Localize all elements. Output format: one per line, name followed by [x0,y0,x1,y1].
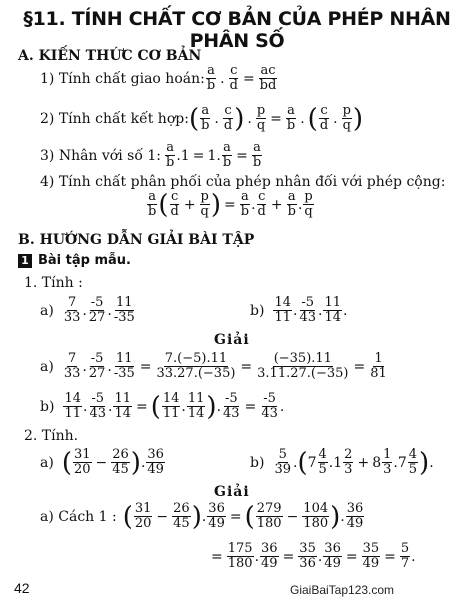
solution-2a-method-1-continued [208,542,416,571]
numerator: c [224,103,232,118]
numerator: (−35).11 [273,351,332,366]
denominator: 33 [63,366,81,381]
denominator: 11 [274,310,291,325]
numerator: 11 [324,295,341,310]
fraction [206,64,216,93]
denominator: 27 [88,366,106,381]
fraction [257,190,267,219]
numerator: a [287,189,296,204]
math-text: . [82,302,87,319]
math-text: . [317,302,323,319]
fraction [222,141,232,170]
exercise-2-heading: 2. Tính. [24,428,79,444]
math-text: . [393,454,398,471]
parenthesis: ) [130,447,141,478]
denominator: bd [259,78,277,93]
numerator: a [241,189,249,204]
math-text: . [107,358,112,375]
page-title: §11. TÍNH CHẤT CƠ BẢN CỦA PHÉP NHÂN PHÂN SỐ [23,8,451,52]
exercise-1b [250,296,347,325]
fraction [172,502,191,531]
parenthesis: ( [150,391,161,422]
fraction [273,448,292,477]
math-text: . [216,147,221,164]
denominator: b [222,155,232,170]
operator: − [95,454,108,471]
numerator: -5 [90,295,104,310]
solution-1b [40,392,284,421]
operator: = [242,70,255,87]
math-text: . [342,302,348,319]
fraction [400,542,410,571]
denominator: 43 [261,406,278,421]
parenthesis: ( [244,501,255,532]
fraction [259,64,278,93]
fraction [346,502,365,531]
denominator: 20 [134,516,152,531]
operator: . [300,110,305,127]
fraction [162,392,181,421]
operator: = [135,398,148,415]
solution-1a [40,352,389,381]
fraction [88,352,107,381]
math-text: a) [40,302,54,319]
operator: = [240,358,253,375]
fraction [273,296,292,325]
math-text: . [107,302,112,319]
fraction [323,542,342,571]
numerator: 36 [147,447,164,462]
denominator: 3 [344,462,353,477]
section-b-heading: B. HƯỚNG DẪN GIẢI BÀI TẬP [18,232,255,248]
denominator: 49 [362,556,380,571]
numerator: 11 [114,391,131,406]
denominator: q [256,118,266,133]
math-text: . [254,548,260,565]
fraction [146,448,165,477]
exercise-1-heading: 1. Tính : [24,275,83,291]
parenthesis: ) [210,189,222,220]
numerator: a [201,103,210,118]
fraction [222,392,241,421]
denominator: 45 [112,462,129,477]
operator: − [286,508,299,525]
numerator: 1 [383,447,392,462]
denominator: 7 [400,556,410,571]
numerator: 279 [256,501,282,516]
denominator: 43 [223,406,240,421]
math-text: 7 [397,454,407,471]
fraction [134,502,153,531]
fraction [187,392,206,421]
operator: + [183,196,196,213]
denominator: b [287,204,296,219]
exercise-box-label: Bài tập mẫu. [38,253,131,268]
fraction [113,392,132,421]
denominator: b [240,204,250,219]
denominator: q [200,204,209,219]
denominator: 36 [299,556,316,571]
math-text: b) [250,454,265,471]
numerator: -5 [91,391,105,406]
fraction [88,296,107,325]
math-text: . [317,548,323,565]
numerator: 11 [116,351,133,366]
denominator: 3 [383,462,392,477]
math-text: . [279,398,285,415]
fraction [111,448,130,477]
denominator: 49 [147,462,164,477]
denominator: -35 [113,310,135,325]
fraction [382,448,392,477]
numerator: 4 [318,447,327,462]
numerator: 35 [299,541,316,556]
numerator: 2 [344,447,353,462]
fraction [165,141,175,170]
denominator: 49 [346,516,364,531]
numerator: 26 [173,501,190,516]
math-text: . [292,302,298,319]
denominator: 180 [303,516,329,531]
numerator: 5 [278,447,287,462]
math-text: . [216,398,222,415]
denominator: 3.11.27.(−35) [257,366,349,381]
math-text: . [340,508,345,525]
parenthesis: ( [61,447,72,478]
math-text: . [82,398,88,415]
numerator: c [171,189,179,204]
numerator: -5 [301,295,315,310]
numerator: 36 [208,501,225,516]
denominator: b [286,118,296,133]
operator: . [333,110,338,127]
fraction [63,352,82,381]
parenthesis: ) [191,501,202,532]
fraction [318,448,328,477]
numerator: 104 [303,501,329,516]
fraction [63,392,82,421]
numerator: 36 [346,501,364,516]
fraction [343,448,353,477]
numerator: 1 [374,351,383,366]
denominator: -35 [113,366,135,381]
numerator: c [320,103,328,118]
numerator: a [223,140,231,155]
fraction [200,104,210,133]
exercise-box-heading [18,253,131,268]
parenthesis: ) [330,501,341,532]
fraction [342,104,352,133]
fraction [369,352,388,381]
denominator: 39 [274,462,291,477]
denominator: 49 [324,556,341,571]
denominator: 11 [64,406,81,421]
fraction [200,190,210,219]
numerator: p [304,189,313,204]
solution-2a-method-1 [40,502,365,531]
operator: = [270,110,282,127]
fraction [298,542,317,571]
solution-heading: Giải [214,332,250,348]
numerator: a [166,140,175,155]
math-text: a) [40,454,54,471]
fraction [260,542,279,571]
fraction [113,296,136,325]
math-text: . [181,398,186,415]
numerator: 7 [67,351,77,366]
section-a-heading: A. KIẾN THỨC CƠ BẢN [18,48,202,64]
denominator: 14 [114,406,131,421]
operator: = [282,548,295,565]
operator: . [214,110,219,127]
operator: = [384,548,396,565]
denominator: b [166,155,175,170]
fraction [223,104,233,133]
math-text: . [292,454,298,471]
numerator: 7 [67,295,77,310]
page-number: 42 [14,580,30,596]
operator: + [357,454,370,471]
denominator: 180 [256,516,282,531]
denominator: b [201,118,210,133]
denominator: 27 [88,310,106,325]
exercise-1a [40,296,137,325]
fraction [303,190,313,219]
denominator: d [223,118,233,133]
math-text: . [201,508,207,525]
fraction [286,104,296,133]
denominator: 81 [370,366,387,381]
fraction [207,502,226,531]
numerator: 14 [162,391,180,406]
denominator: 5 [408,462,418,477]
numerator: 31 [73,447,91,462]
math-text: . [82,358,87,375]
numerator: -5 [90,351,104,366]
fraction [88,392,107,421]
numerator: 175 [227,541,253,556]
numerator: a [207,63,215,78]
denominator: 45 [173,516,190,531]
operator: = [345,548,358,565]
property-commutative [40,64,278,93]
denominator: 49 [208,516,225,531]
math-text: . [176,147,181,164]
fraction [113,352,136,381]
numerator: 7.(−5).11 [164,351,228,366]
property-label: 2) Tính chất kết hợp: [40,110,189,127]
denominator: 43 [89,406,106,421]
parenthesis: ) [206,391,217,422]
math-text: . [107,398,113,415]
parenthesis: ( [188,103,200,134]
operator: = [244,398,257,415]
fraction [155,352,236,381]
numerator: 26 [112,447,129,462]
denominator: 180 [227,556,253,571]
numerator: c [230,63,238,78]
operator: = [139,358,152,375]
operator: = [192,147,205,164]
exercise-2a [40,448,166,477]
operator: . [220,70,225,87]
numerator: c [258,189,266,204]
property-identity [40,141,263,170]
fraction [323,296,342,325]
numerator: 4 [408,447,418,462]
fraction [256,352,349,381]
property-distributive-label: 4) Tính chất phân phối của phép nhân đối với phép cộng: [40,174,446,190]
numerator: 5 [400,541,410,556]
numerator: a [253,140,261,155]
denominator: 5 [318,462,327,477]
fraction [319,104,329,133]
operator: = [353,358,366,375]
numerator: 14 [274,295,291,310]
numerator: 35 [362,541,380,556]
math-text: . [140,454,146,471]
math-text: 7 [307,454,317,471]
numerator: ac [260,63,276,78]
parenthesis: ) [352,103,364,134]
denominator: b [252,155,262,170]
denominator: 33.27.(−35) [156,366,236,381]
denominator: 14 [187,406,205,421]
numerator: a [148,189,157,204]
parenthesis: ) [234,103,245,134]
operator: = [211,548,223,565]
numerator: p [342,103,351,118]
fraction [169,190,179,219]
denominator: 43 [299,310,316,325]
denominator: 11 [162,406,180,421]
math-text: . [297,196,303,213]
fraction [227,542,254,571]
parenthesis: ( [297,447,308,478]
fraction [63,296,82,325]
math-text: a) [40,358,54,375]
math-text: 8 [372,454,382,471]
math-text: . [328,454,334,471]
denominator: 33 [63,310,81,325]
numerator: a [287,103,295,118]
operator: = [236,147,248,164]
math-text: b) [40,398,55,415]
fraction [240,190,250,219]
property-label: 3) Nhân với số 1: [40,147,161,164]
fraction [256,502,283,531]
denominator: d [170,204,179,219]
fraction [256,104,266,133]
math-text: . [411,548,416,565]
denominator: 20 [73,462,91,477]
property-label: 1) Tính chất giao hoán: [40,70,205,87]
parenthesis: ( [158,189,169,220]
math-text: a) Cách 1 : [40,508,117,525]
operator: = [229,508,242,525]
fraction [302,502,329,531]
math-text: 1 [180,147,190,164]
numerator: -5 [224,391,238,406]
numerator: 14 [64,391,81,406]
denominator: q [342,118,351,133]
exercise-2b [250,448,434,477]
numerator: 11 [116,295,133,310]
fraction [408,448,418,477]
fraction [252,141,262,170]
math-text: . [429,454,434,471]
numerator: p [256,103,266,118]
solution-heading-2: Giải [214,484,250,500]
math-text: . [251,196,256,213]
denominator: d [229,78,238,93]
denominator: d [319,118,329,133]
denominator: q [304,204,313,219]
denominator: d [257,204,266,219]
number-badge: 1 [18,254,32,268]
fraction [298,296,317,325]
fraction [147,190,157,219]
operator: + [270,196,283,213]
numerator: -5 [263,391,276,406]
fraction [73,448,92,477]
math-text: b) [250,302,265,319]
numerator: 36 [324,541,341,556]
fraction [287,190,297,219]
parenthesis: ) [419,447,430,478]
property-associative [40,104,363,133]
parenthesis: ( [122,501,133,532]
math-text: 1 [207,147,217,164]
watermark: GiaiBaiTap123.com [290,583,395,597]
numerator: p [200,189,209,204]
denominator: b [206,78,216,93]
fraction [229,64,239,93]
operator: − [156,508,169,525]
fraction [362,542,381,571]
property-distributive-formula [146,190,315,219]
parenthesis: ( [307,103,318,134]
denominator: b [148,204,157,219]
math-text: 1 [333,454,343,471]
numerator: 11 [187,391,205,406]
denominator: 49 [261,556,278,571]
operator: . [247,110,252,127]
numerator: 36 [261,541,278,556]
fraction [260,392,279,421]
numerator: 31 [134,501,152,516]
operator: = [224,196,236,213]
denominator: 14 [324,310,341,325]
